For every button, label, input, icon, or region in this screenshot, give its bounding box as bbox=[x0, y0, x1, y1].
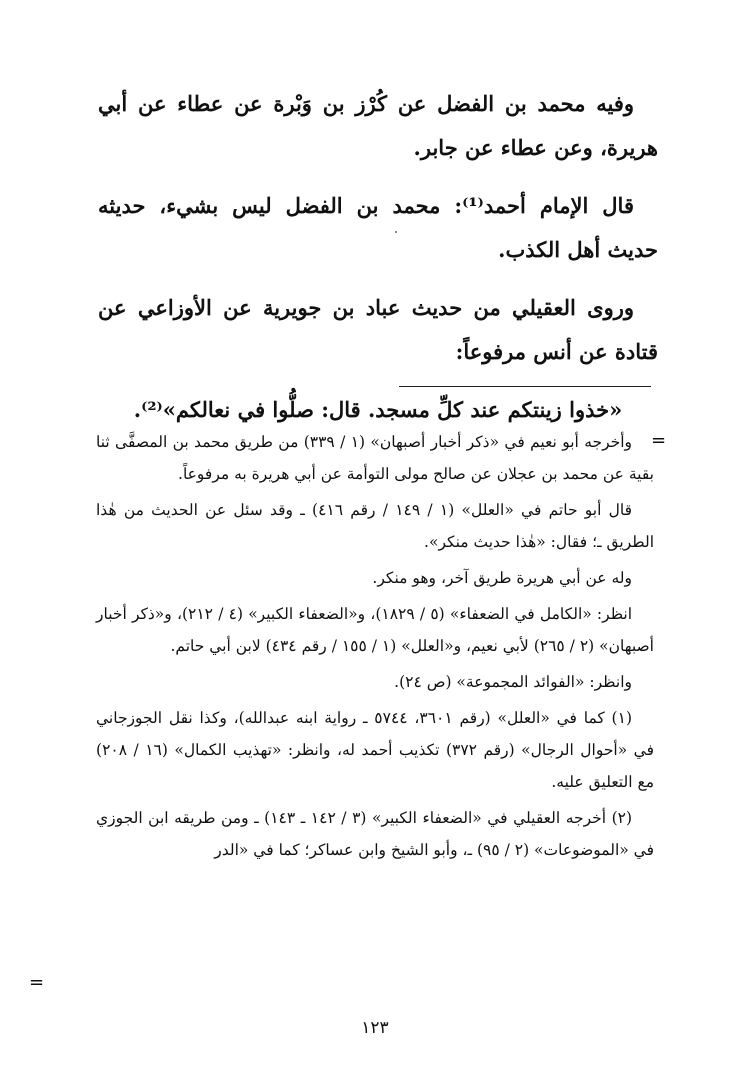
footnotes bbox=[96, 426, 654, 870]
continuation-marker: = bbox=[651, 430, 667, 451]
footnote-divider bbox=[399, 386, 651, 387]
end-continuation-marker: = bbox=[29, 972, 45, 993]
footnote-continuation-2: قال أبو حاتم في «العلل» (١ / ١٤٩ / رقم ٤١٦) ـ وقد سئل عن الحديث من هٰذا الطريق ـ؛ فقال: «هٰذا حديث منكر». bbox=[96, 501, 654, 551]
footnote-continuation-1: وأخرجه أبو نعيم في «ذكر أخبار أصبهان» (١ / ٣٣٩) من طريق محمد بن المصفَّى ثنا بقية عن محمد بن عجلان عن صالح مولى التوأمة عن أبي هريرة به مرفوعاً. bbox=[96, 433, 654, 483]
footnote-continuation-4: انظر: «الكامل في الضعفاء» (٥ / ١٨٢٩)، و«الضعفاء الكبير» (٤ / ٢١٢)، و«ذكر أخبار أصبهان» (٢ / ٢٦٥) لأبي نعيم، و«العلل» (١ / ١٥٥ / رقم ٤٣٤) لابن أبي حاتم. bbox=[96, 605, 654, 655]
main-paragraph-1: وفيه محمد بن الفضل عن كُرْز بن وَبْرة عن عطاء عن أبي هريرة، وعن عطاء عن جابر. bbox=[98, 91, 658, 160]
hadith-quote: «خذوا زينتكم عند كلِّ مسجد. قال: صلُّوا في نعالكم»⁽²⁾. bbox=[133, 397, 623, 422]
main-text bbox=[98, 82, 658, 446]
footnote-continuation-3: وله عن أبي هريرة طريق آخر، وهو منكر. bbox=[372, 569, 632, 587]
main-paragraph-2: قال الإمام أحمد⁽¹⁾: محمد بن الفضل ليس بشيء، حديثه حديث أهل الكذب. bbox=[98, 193, 658, 262]
main-paragraph-3: وروى العقيلي من حديث عباد بن جويرية عن الأوزاعي عن قتادة عن أنس مرفوعاً: bbox=[98, 295, 658, 364]
footnote-continuation-5: وانظر: «الفوائد المجموعة» (ص ٢٤). bbox=[394, 673, 632, 691]
page-number: ١٢٣ bbox=[361, 1018, 389, 1038]
footnote-2: (٢) أخرجه العقيلي في «الضعفاء الكبير» (٣ / ١٤٢ ـ ١٤٣) ـ ومن طريقه ابن الجوزي في «الموضوعات» (٢ / ٩٥) ـ، وأبو الشيخ وابن عساكر؛ كما في «الدر bbox=[96, 809, 654, 859]
footnote-1: (١) كما في «العلل» (رقم ٣٦٠١، ٥٧٤٤ ـ رواية ابنه عبدالله)، وكذا نقل الجوزجاني في «أحوال الرجال» (رقم ٣٧٢) تكذيب أحمد له، وانظر: «تهذيب الكمال» (١٦ / ٢٠٨) مع التعليق عليه. bbox=[96, 709, 655, 791]
stray-dot bbox=[395, 231, 397, 233]
